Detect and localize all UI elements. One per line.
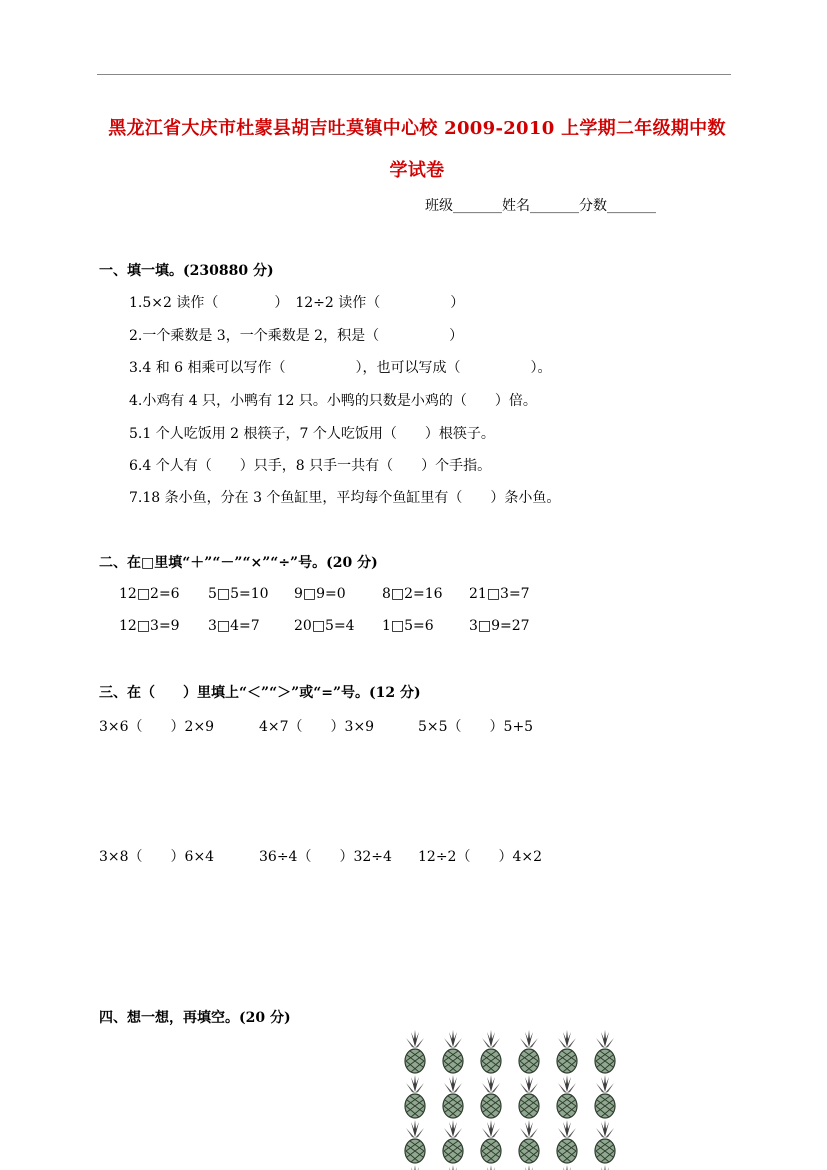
pineapple-icon <box>516 1075 542 1119</box>
comparison-problem: 4×7（ ）3×9 <box>259 719 375 735</box>
question-1-4: 4.小鸡有 4 只，小鸭有 12 只。小鸭的只数是小鸡的（ ）倍。 <box>129 393 537 409</box>
pineapple-icon <box>516 1120 542 1164</box>
pineapple-icon <box>554 1075 580 1119</box>
pineapple-icon <box>402 1120 428 1164</box>
pineapple-icon <box>478 1030 504 1074</box>
page-title-line1: 黑龙江省大庆市杜蒙县胡吉吐莫镇中心校 2009-2010 上学期二年级期中数 <box>108 118 726 139</box>
pineapple-icon <box>592 1120 618 1164</box>
page-title-line2: 学试卷 <box>389 160 445 181</box>
question-1-1: 1.5×2 读作（ ） 12÷2 读作（ ） <box>129 295 465 311</box>
pineapple-icon <box>554 1165 580 1170</box>
comparison-problem: 36÷4（ ）32÷4 <box>259 849 392 865</box>
pineapple-grid-image <box>402 1030 622 1170</box>
operator-problem: 3□4=7 <box>208 618 260 634</box>
pineapple-icon <box>592 1075 618 1119</box>
pineapple-icon <box>402 1075 428 1119</box>
question-1-5: 5.1 个人吃饭用 2 根筷子，7 个人吃饭用（ ）根筷子。 <box>129 426 495 442</box>
operator-problem: 21□3=7 <box>469 586 530 602</box>
operator-problem: 5□5=10 <box>208 586 269 602</box>
question-1-7: 7.18 条小鱼，分在 3 个鱼缸里，平均每个鱼缸里有（ ）条小鱼。 <box>129 490 561 506</box>
pineapple-icon <box>440 1075 466 1119</box>
operator-problem: 20□5=4 <box>294 618 355 634</box>
section-2-heading: 二、在□里填“＋”“－”“×”“÷”号。(20 分) <box>99 555 378 571</box>
question-1-2: 2.一个乘数是 3，一个乘数是 2，积是（ ） <box>129 328 464 344</box>
student-info-line: 班级_______姓名_______分数_______ <box>425 198 656 214</box>
pineapple-icon <box>478 1075 504 1119</box>
question-1-3: 3.4 和 6 相乘可以写作（ ），也可以写成（ ）。 <box>129 360 552 376</box>
comparison-problem: 3×6（ ）2×9 <box>99 719 215 735</box>
pineapple-icon <box>402 1030 428 1074</box>
pineapple-icon <box>592 1165 618 1170</box>
pineapple-icon <box>554 1030 580 1074</box>
operator-problem: 8□2=16 <box>382 586 443 602</box>
operator-problem: 9□9=0 <box>294 586 346 602</box>
operator-problem: 3□9=27 <box>469 618 530 634</box>
operator-problem: 12□3=9 <box>119 618 180 634</box>
section-2-row-2 <box>119 618 559 638</box>
operator-problem: 1□5=6 <box>382 618 434 634</box>
pineapple-icon <box>402 1165 428 1170</box>
section-2-row-1 <box>119 586 559 606</box>
section-1-heading: 一、填一填。(230880 分) <box>99 263 274 279</box>
pineapple-icon <box>440 1030 466 1074</box>
pineapple-icon <box>478 1165 504 1170</box>
operator-problem: 12□2=6 <box>119 586 180 602</box>
comparison-problem: 3×8（ ）6×4 <box>99 849 215 865</box>
comparison-problem: 5×5（ ）5+5 <box>418 719 534 735</box>
pineapple-icon <box>554 1120 580 1164</box>
comparison-problem: 12÷2（ ）4×2 <box>418 849 542 865</box>
pineapple-icon <box>516 1030 542 1074</box>
pineapple-icon <box>516 1165 542 1170</box>
section-3-row-1 <box>99 716 559 736</box>
section-3-row-2 <box>99 846 559 866</box>
header-rule <box>97 74 731 75</box>
section-4-heading: 四、想一想，再填空。(20 分) <box>99 1010 291 1026</box>
section-3-heading: 三、在（ ）里填上“＜”“＞”或“=”号。(12 分) <box>99 685 421 701</box>
pineapple-icon <box>478 1120 504 1164</box>
pineapple-icon <box>440 1120 466 1164</box>
pineapple-icon <box>440 1165 466 1170</box>
question-1-6: 6.4 个人有（ ）只手，8 只手一共有（ ）个手指。 <box>129 458 492 474</box>
pineapple-icon <box>592 1030 618 1074</box>
